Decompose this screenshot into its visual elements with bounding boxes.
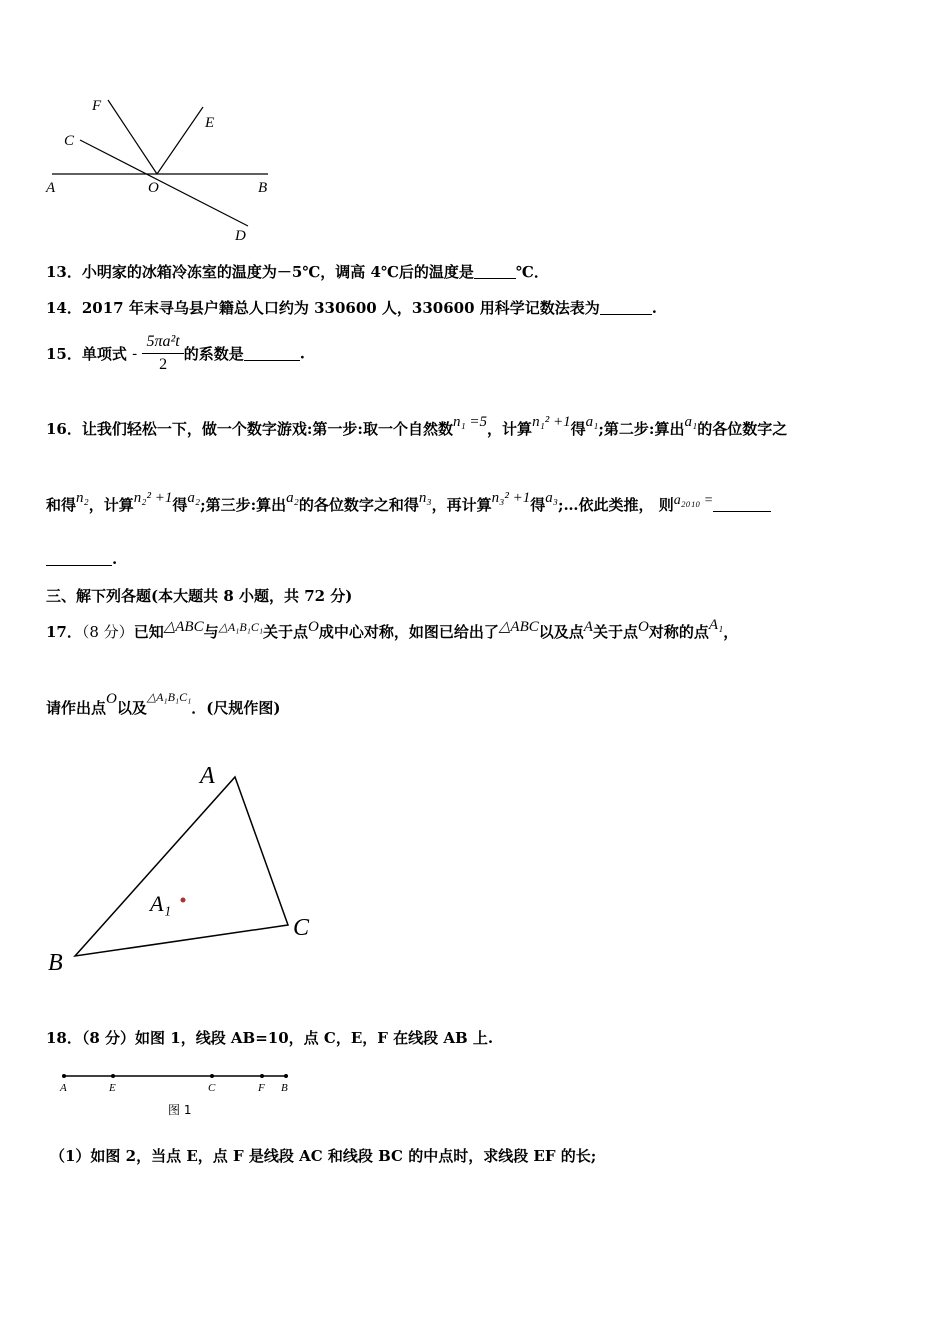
q16-text-1a: 让我们轻松一下，做一个数字游戏:第一步:取一个自然数 (81, 420, 453, 438)
q17-point-o-3: O (106, 691, 117, 707)
q15-numerator: 5πa²t (142, 333, 183, 354)
q16-n3: n₃ (418, 490, 432, 506)
q16-text-2e: 的各位数字之和得 (298, 496, 419, 514)
q14-blank[interactable] (600, 300, 652, 315)
question-16-line2 (46, 490, 771, 515)
q16-a1-b: a₁ (684, 414, 698, 430)
label-D: D (235, 228, 246, 244)
q13-number: 13． (46, 263, 82, 281)
q16-text-2h: ;…依此类推， 则 (557, 496, 674, 514)
q17-text-a: 已知 (133, 623, 164, 641)
q15-fraction (142, 333, 183, 374)
label-B: B (48, 950, 63, 976)
label-A1: A₁ (150, 891, 172, 916)
q16-text-1e: 的各位数字之 (697, 420, 788, 438)
q17-triangle-a1b1c1: △A₁B₁C₁ (218, 620, 264, 634)
point-a1 (181, 898, 186, 903)
triangle-abc (75, 777, 288, 956)
q16-text-1d: ;第二步:算出 (598, 420, 685, 438)
q16-text-2d: ;第三步:算出 (200, 496, 287, 514)
q17-text-2b: 以及 (116, 699, 147, 717)
q16-text-1b: ，计算 (487, 420, 533, 438)
label-F: F (92, 98, 102, 114)
figure-caption: 图 1 (168, 1103, 192, 1117)
q17-text-2a: 请作出点 (46, 699, 107, 717)
q17-point-o: O (308, 619, 319, 635)
question-17-line1 (46, 617, 739, 642)
label-C: C (208, 1082, 216, 1094)
q13-unit: ℃． (515, 263, 549, 281)
q17-point-a1: A₁ (708, 617, 724, 633)
q16-a2: a₂ (187, 490, 201, 506)
q16-text-2b: ，计算 (88, 496, 134, 514)
q13-blank[interactable] (474, 264, 516, 279)
dot-c (210, 1074, 214, 1078)
q15-minus: - (132, 344, 138, 363)
q14-number: 14． (46, 299, 82, 317)
q17-text-f: 关于点 (592, 623, 638, 641)
dot-e (111, 1074, 115, 1078)
label-E: E (109, 1082, 116, 1094)
q17-triangle-abc: △ABC (163, 619, 204, 635)
q17-text-2c: ．(尺规作图) (191, 699, 281, 717)
label-B: B (281, 1082, 288, 1094)
label-A: A (46, 180, 56, 196)
q16-blank-a[interactable] (713, 497, 771, 512)
label-C: C (293, 915, 310, 941)
q16-text-2c: 得 (172, 496, 188, 514)
q16-text-2a: 和得 (46, 496, 77, 514)
label-E: E (205, 115, 215, 131)
q15-number: 15． (46, 345, 82, 363)
question-16-line3 (46, 550, 117, 568)
q17-point-o-2: O (637, 619, 649, 635)
label-C: C (64, 133, 75, 149)
q16-a2010: a₂₀₁₀ = (673, 493, 714, 508)
q15-text: 单项式 (81, 345, 127, 363)
q17-text-c: 关于点 (263, 623, 309, 641)
q16-blank-b[interactable] (46, 551, 112, 566)
q16-text-2f: ，再计算 (431, 496, 492, 514)
q17-triangle-abc-2: △ABC (498, 619, 539, 635)
angle-figure (40, 90, 340, 250)
label-F: F (258, 1082, 265, 1094)
dot-f (260, 1074, 264, 1078)
question-18-part1: （1）如图 2，当点 E，点 F 是线段 AC 和线段 BC 的中点时，求线段 EF 的长; (50, 1147, 597, 1165)
q16-end: . (112, 550, 118, 568)
ray-OE (157, 107, 203, 174)
q17-text-b: 与 (203, 623, 219, 641)
question-18: 18．（8 分）如图 1，线段 AB=10，点 C，E，F 在线段 AB 上. (46, 1029, 494, 1047)
q16-text-1c: 得 (570, 420, 586, 438)
q17-score: （8 分） (81, 623, 134, 641)
section-3-title: 三、解下列各题(本大题共 8 小题，共 72 分) (46, 587, 353, 605)
q17-text-d: 成中心对称，如图已给出了 (318, 623, 499, 641)
dot-a (62, 1074, 66, 1078)
q16-number: 16． (46, 420, 82, 438)
label-O: O (148, 180, 159, 196)
q17-point-a: A (583, 619, 593, 635)
q16-a3: a₃ (545, 490, 558, 506)
q16-n3-square: n₃² +1 (491, 490, 531, 506)
q17-number: 17． (46, 623, 82, 641)
q16-a1: a₁ (585, 414, 599, 430)
q17-text-e: 以及点 (538, 623, 584, 641)
q16-n2-square: n₂² +1 (133, 490, 173, 506)
question-17-line2 (46, 690, 281, 718)
q13-text: 小明家的冰箱冷冻室的温度为－5℃，调高 4℃后的温度是 (81, 263, 474, 281)
q15-text-b: 的系数是 (183, 345, 244, 363)
label-A: A (200, 763, 215, 789)
question-14 (46, 297, 657, 318)
q15-end: . (299, 344, 305, 363)
question-16-line1 (46, 414, 788, 439)
q14-text: 2017 年末寻乌县户籍总人口约为 330600 人，330600 用科学记数法表为 (81, 299, 600, 317)
q16-text-2g: 得 (530, 496, 546, 514)
q17-text-g: 对称的点 (648, 623, 709, 641)
q17-triangle-a1b1c1-2: △A₁B₁C₁ (146, 690, 192, 704)
q15-denominator: 2 (159, 356, 168, 373)
q16-n1-eq: n₁ =5 (452, 414, 488, 430)
ray-OF (108, 100, 157, 174)
q16-a2-b: a₂ (286, 490, 299, 506)
q16-n2: n₂ (76, 490, 89, 506)
segment-figure (50, 1065, 330, 1125)
q16-n1-square: n₁² +1 (532, 414, 571, 430)
label-B: B (258, 180, 268, 196)
line-CD (80, 140, 248, 226)
label-A: A (60, 1082, 67, 1094)
q15-blank[interactable] (244, 346, 300, 361)
question-13 (46, 261, 549, 282)
triangle-figure (40, 755, 340, 985)
q17-text-h: ， (723, 623, 739, 641)
q14-end: . (651, 299, 657, 317)
question-15 (46, 333, 305, 374)
dot-b (284, 1074, 288, 1078)
